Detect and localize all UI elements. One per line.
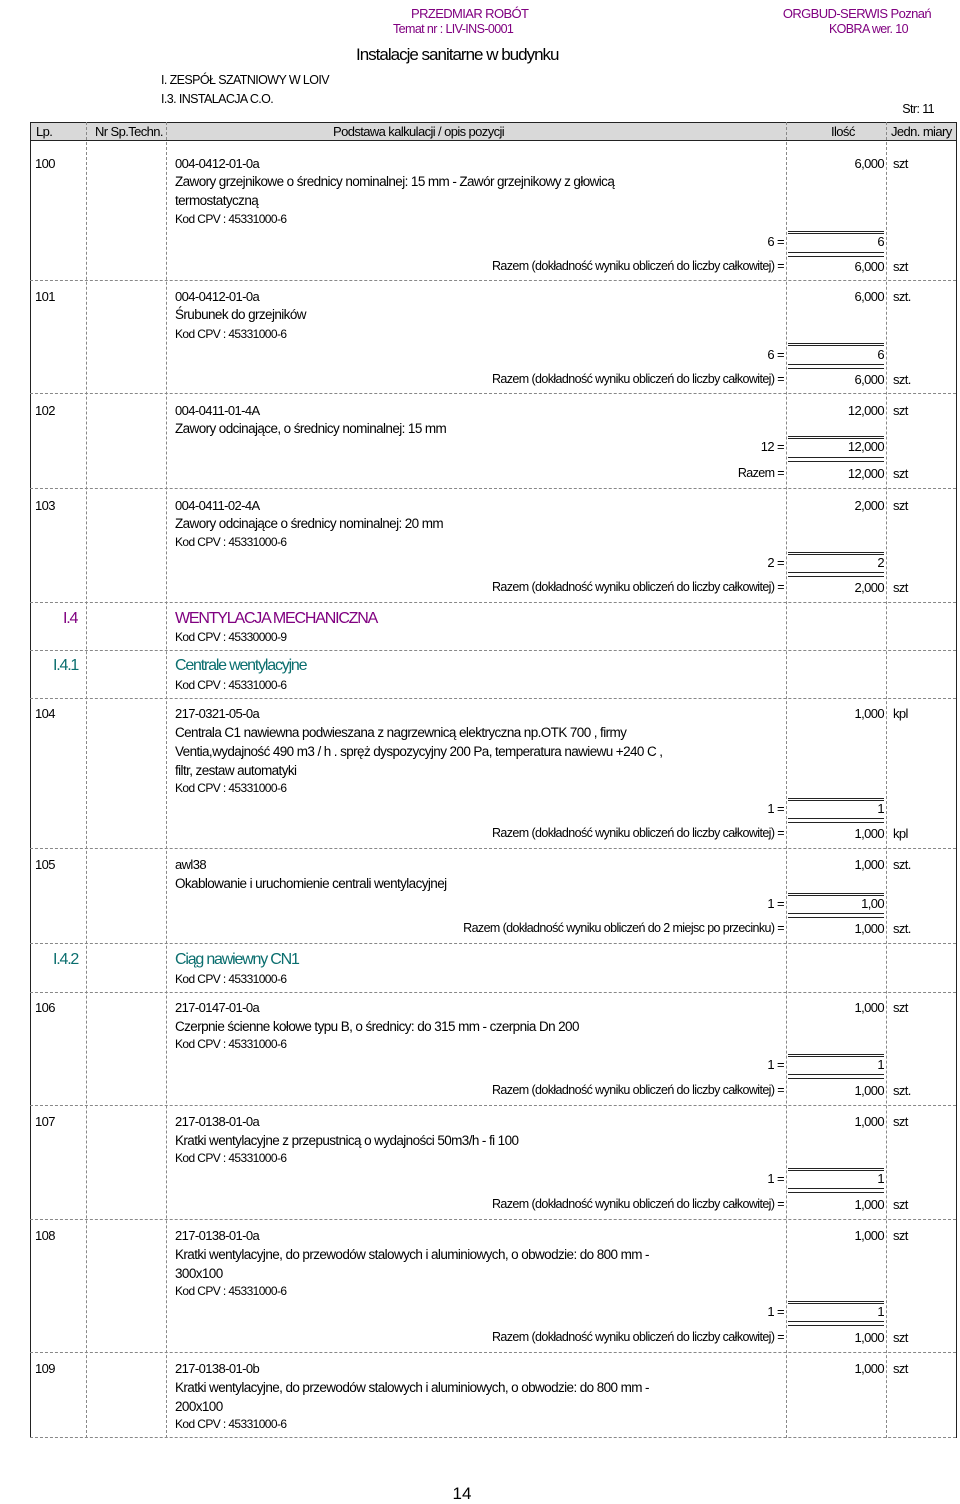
sum-unit: kpl — [893, 826, 908, 841]
item-unit: szt — [893, 1361, 908, 1376]
item-qty: 6,000 — [854, 156, 884, 171]
sum-label: Razem (dokładność wyniku obliczeń do liczby całkowitej) = — [492, 826, 784, 840]
document-title: Instalacje sanitarne w budynku — [356, 45, 559, 64]
sum-label: Razem (dokładność wyniku obliczeń do liczby całkowitej) = — [492, 1083, 784, 1097]
calc-expression: 1 = — [767, 1057, 784, 1072]
item-code: 004-0411-01-4A — [175, 403, 260, 418]
section-number: I.4 — [63, 610, 78, 627]
calc-rule — [788, 552, 884, 555]
sum-unit: szt. — [893, 1083, 911, 1098]
item-unit: szt — [893, 498, 908, 513]
sum-value: 1,000 — [854, 1197, 884, 1212]
section-number: I.4.2 — [53, 951, 79, 968]
sum-label: Razem (dokładność wyniku obliczeń do 2 miejsc po przecinku) = — [463, 921, 784, 935]
item-unit: szt. — [893, 289, 911, 304]
calc-rule — [788, 231, 884, 234]
item-qty: 12,000 — [847, 403, 884, 418]
calc-rule — [788, 1054, 884, 1057]
item-code: 217-0147-01-0a — [175, 1000, 260, 1015]
sum-label: Razem = — [737, 466, 784, 480]
col-basis: Podstawa kalkulacji / opis pozycji — [333, 124, 505, 139]
item-description: 200x100 — [175, 1399, 223, 1414]
item-qty: 2,000 — [854, 498, 884, 513]
item-cpv: Kod CPV : 45331000-6 — [175, 1284, 287, 1298]
item-lp: 108 — [35, 1228, 55, 1243]
item-code: 004-0412-01-0a — [175, 289, 260, 304]
item-cpv: Kod CPV : 45331000-6 — [175, 1037, 287, 1051]
sum-rule — [788, 572, 884, 577]
item-code: 217-0138-01-0a — [175, 1228, 260, 1243]
item-code: 217-0138-01-0a — [175, 1114, 260, 1129]
item-unit: szt — [893, 156, 908, 171]
row-divider — [30, 1105, 956, 1106]
item-cpv: Kod CPV : 45331000-6 — [175, 535, 287, 549]
item-qty: 1,000 — [854, 1114, 884, 1129]
section-number: I.4.1 — [53, 657, 79, 674]
sum-rule — [788, 252, 884, 257]
item-lp: 102 — [35, 403, 55, 418]
calc-value: 1 — [877, 1171, 884, 1186]
item-lp: 100 — [35, 156, 55, 171]
sum-rule — [788, 818, 884, 823]
sum-unit: szt — [893, 466, 908, 481]
row-divider — [30, 280, 956, 281]
sum-rule — [788, 457, 884, 462]
row-divider — [30, 650, 956, 651]
sum-label: Razem (dokładność wyniku obliczeń do liczby całkowitej) = — [492, 580, 784, 594]
table-border-right — [956, 122, 957, 1438]
subject-number: Temat nr : LIV-INS-0001 — [393, 22, 514, 36]
item-unit: kpl — [893, 706, 908, 721]
sum-rule — [788, 1188, 884, 1193]
sum-unit: szt. — [893, 372, 911, 387]
col-unit: Jedn. miary — [891, 124, 952, 139]
sum-value: 1,000 — [854, 1330, 884, 1345]
row-divider — [30, 943, 956, 944]
row-divider — [30, 602, 956, 603]
item-lp: 107 — [35, 1114, 55, 1129]
calc-expression: 6 = — [767, 234, 784, 249]
section-cpv: Kod CPV : 45331000-6 — [175, 678, 287, 692]
item-lp: 105 — [35, 857, 55, 872]
sum-label: Razem (dokładność wyniku obliczeń do liczby całkowitej) = — [492, 372, 784, 386]
col-lp: Lp. — [36, 124, 53, 139]
row-divider — [30, 992, 956, 993]
section-cpv: Kod CPV : 45331000-6 — [175, 972, 287, 986]
item-cpv: Kod CPV : 45331000-6 — [175, 1151, 287, 1165]
item-description: 300x100 — [175, 1266, 223, 1281]
sum-rule — [788, 913, 884, 918]
item-code: 004-0412-01-0a — [175, 156, 260, 171]
item-description: filtr, zestaw automatyki — [175, 763, 297, 778]
calc-value: 12,000 — [847, 439, 884, 454]
item-qty: 1,000 — [854, 857, 884, 872]
page-number: 14 — [452, 1484, 472, 1503]
item-code: 217-0138-01-0b — [175, 1361, 260, 1376]
item-lp: 104 — [35, 706, 55, 721]
item-unit: szt — [893, 1000, 908, 1015]
sum-value: 2,000 — [854, 580, 884, 595]
item-description: Śrubunek do grzejników — [175, 307, 306, 322]
sum-rule — [788, 1074, 884, 1079]
col-qty: Ilość — [831, 124, 855, 139]
col-nr: Nr Sp.Techn. — [95, 124, 163, 139]
item-description: Zawory odcinające, o średnicy nominalnej: 15 mm — [175, 421, 447, 436]
section-cpv: Kod CPV : 45330000-9 — [175, 630, 287, 644]
row-divider — [30, 1219, 956, 1220]
sum-label: Razem (dokładność wyniku obliczeń do liczby całkowitej) = — [492, 1197, 784, 1211]
item-description: Okablowanie i uruchomienie centrali wentylacyjnej — [175, 876, 447, 891]
calc-rule — [788, 1168, 884, 1171]
sum-unit: szt — [893, 259, 908, 274]
item-description: Centrala C1 nawiewna podwieszana z nagrzewnicą elektryczna np.OTK 700 , firmy — [175, 725, 627, 740]
sum-value: 6,000 — [854, 372, 884, 387]
calc-expression: 1 = — [767, 1304, 784, 1319]
calc-value: 1,00 — [861, 896, 884, 911]
item-cpv: Kod CPV : 45331000-6 — [175, 781, 287, 795]
item-cpv: Kod CPV : 45331000-6 — [175, 212, 287, 226]
item-cpv: Kod CPV : 45331000-6 — [175, 327, 287, 341]
item-lp: 106 — [35, 1000, 55, 1015]
item-code: awl38 — [175, 857, 206, 872]
item-code: 217-0321-05-0a — [175, 706, 260, 721]
calc-expression: 1 = — [767, 896, 784, 911]
item-description: Zawory odcinające o średnicy nominalnej: 20 mm — [175, 516, 444, 531]
calc-rule — [788, 798, 884, 801]
calc-expression: 1 = — [767, 1171, 784, 1186]
section-title: Centrale wentylacyjne — [175, 657, 307, 674]
calc-value: 1 — [877, 1304, 884, 1319]
item-unit: szt — [893, 1228, 908, 1243]
item-cpv: Kod CPV : 45331000-6 — [175, 1417, 287, 1431]
col-divider-qty — [886, 122, 887, 1438]
sum-unit: szt — [893, 580, 908, 595]
item-qty: 1,000 — [854, 1361, 884, 1376]
calc-value: 2 — [877, 555, 884, 570]
item-qty: 1,000 — [854, 706, 884, 721]
item-description: Zawory grzejnikowe o średnicy nominalnej: 15 mm - Zawór grzejnikowy z głowicą — [175, 174, 615, 189]
item-qty: 6,000 — [854, 289, 884, 304]
software-version: KOBRA wer. 10 — [828, 22, 908, 36]
row-divider — [30, 393, 956, 394]
sum-label: Razem (dokładność wyniku obliczeń do liczby całkowitej) = — [492, 1330, 784, 1344]
table-border-left — [30, 122, 31, 1438]
sum-rule — [788, 1321, 884, 1326]
item-code: 004-0411-02-4A — [175, 498, 260, 513]
sum-unit: szt. — [893, 921, 911, 936]
sum-rule — [788, 364, 884, 369]
sum-value: 1,000 — [854, 921, 884, 936]
col-divider-basis — [786, 122, 787, 1438]
calc-value: 1 — [877, 1057, 884, 1072]
calc-expression: 1 = — [767, 801, 784, 816]
sum-value: 1,000 — [854, 1083, 884, 1098]
table-bottom — [30, 1437, 956, 1438]
item-description: Kratki wentylacyjne z przepustnicą o wydajności 50m3/h - fi 100 — [175, 1133, 519, 1148]
item-unit: szt. — [893, 857, 911, 872]
item-description: Kratki wentylacyjne, do przewodów stalowych i aluminiowych, o obwodzie: do 800 mm - — [175, 1380, 649, 1395]
calc-value: 6 — [877, 347, 884, 362]
company-name: ORGBUD-SERWIS Poznań — [782, 6, 931, 21]
row-divider — [30, 698, 956, 699]
col-divider-lp — [86, 122, 87, 1438]
item-description: Czerpnie ścienne kołowe typu B, o średnicy: do 315 mm - czerpnia Dn 200 — [175, 1019, 579, 1034]
row-divider — [30, 1352, 956, 1353]
calc-expression: 12 = — [760, 439, 784, 454]
sum-label: Razem (dokładność wyniku obliczeń do liczby całkowitej) = — [492, 259, 784, 273]
program-title: PRZEDMIAR ROBÓT — [411, 6, 529, 21]
row-divider — [30, 848, 956, 849]
calc-expression: 2 = — [767, 555, 784, 570]
sum-unit: szt — [893, 1197, 908, 1212]
calc-rule — [788, 343, 884, 346]
item-description: termostatyczną — [175, 193, 259, 208]
sum-unit: szt — [893, 1330, 908, 1345]
section-title: WENTYLACJA MECHANICZNA — [175, 610, 378, 627]
row-divider — [30, 488, 956, 489]
section-title: Ciąg nawiewny CN1 — [175, 951, 299, 968]
item-lp: 103 — [35, 498, 55, 513]
sum-value: 12,000 — [847, 466, 884, 481]
item-qty: 1,000 — [854, 1000, 884, 1015]
item-unit: szt — [893, 1114, 908, 1129]
col-divider-nr — [166, 122, 167, 1438]
page-label: Str: 11 — [902, 102, 934, 116]
item-lp: 109 — [35, 1361, 55, 1376]
item-description: Kratki wentylacyjne, do przewodów stalowych i aluminiowych, o obwodzie: do 800 mm - — [175, 1247, 649, 1262]
item-unit: szt — [893, 403, 908, 418]
calc-value: 6 — [877, 234, 884, 249]
item-lp: 101 — [35, 289, 55, 304]
section-path-2: I.3. INSTALACJA C.O. — [161, 92, 274, 106]
calc-expression: 6 = — [767, 347, 784, 362]
section-path-1: I. ZESPÓŁ SZATNIOWY W LOIV — [161, 73, 329, 87]
sum-value: 1,000 — [854, 826, 884, 841]
calc-value: 1 — [877, 801, 884, 816]
calc-rule — [788, 1301, 884, 1304]
sum-value: 6,000 — [854, 259, 884, 274]
item-description: Ventia,wydajność 490 m3 / h . spręż dyspozycyjny 200 Pa, temperatura nawiewu +240 C , — [175, 744, 663, 759]
item-qty: 1,000 — [854, 1228, 884, 1243]
